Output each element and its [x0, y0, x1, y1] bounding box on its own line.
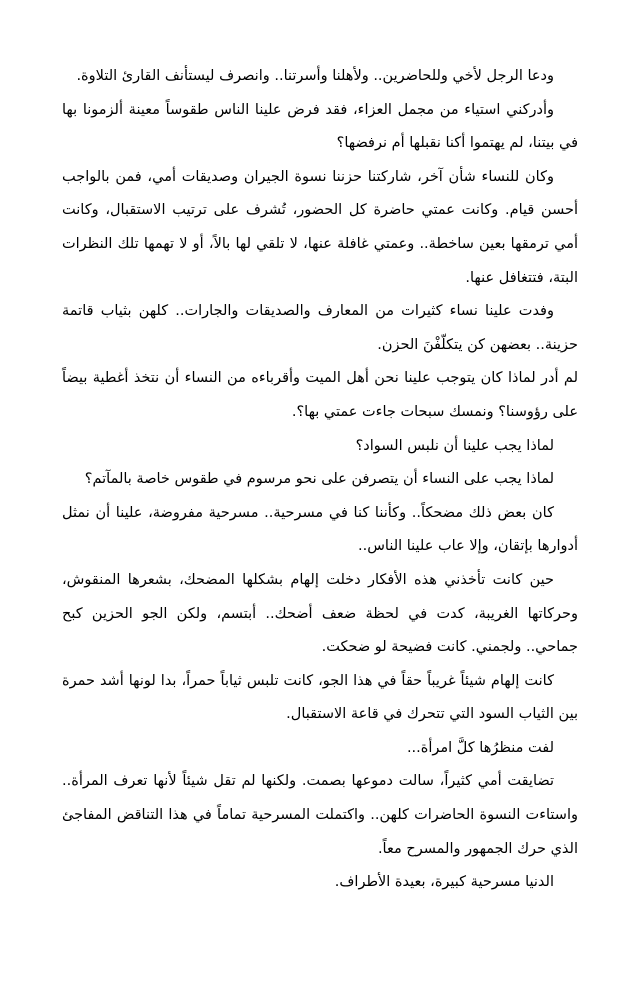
document-page: [62, 60, 578, 900]
paragraph-13: الدنيا مسرحية كبيرة، بعيدة الأطراف.: [334, 874, 554, 891]
paragraph-4: وفدت علينا نساء كثيرات من المعارف والصديقات والجارات.. كلهن بثياب قاتمة حزينة.. بعضهن كن يتكلّفْنَ الحزن.: [62, 303, 578, 353]
paragraph-8: كان بعض ذلك مضحكاً.. وكأننا كنا في مسرحية.. مسرحية مفروضة، علينا أن نمثل أدوارها بإتقان، وإلا عاب علينا الناس..: [62, 504, 578, 555]
paragraph-1: ودعا الرجل لأخي وللحاضرين.. ولأهلنا وأسرتنا.. وانصرف ليستأنف القارئ التلاوة.: [76, 68, 554, 84]
paragraph-5: لم أدر لماذا كان يتوجب علينا نحن أهل الميت وأقرباءه من النساء أن نتخذ أغطية بيضاً على رؤوسنا؟ ونمسك سبحات جاءت عمتي بها؟.: [62, 370, 578, 420]
paragraph-2: وأدركني استياء من مجمل العزاء، فقد فرض علينا الناس طقوساً معينة ألزمونا بها في بيتنا، لم يهتموا أكنا نقبلها أم نرفضها؟: [62, 101, 578, 152]
paragraph-11: لفت منظرُها كلَّ امرأة...: [406, 739, 554, 756]
paragraph-9: حين كانت تأخذني هذه الأفكار دخلت إلهام بشكلها المضحك، بشعرها المنقوش، وحركاتها الغريبة، كدت في لحظة ضعف أضحك.. أبتسم، ولكن الجو الحزين كبح جماحي.. ولجمني. كانت فضيحة لو ضحكت.: [62, 571, 578, 656]
paragraph-3: وكان للنساء شأن آخر، شاركتنا حزننا نسوة الجيران وصديقات أمي، فمن بالواجب أحسن قيام. وكانت عمتي حاضرة كل الحضور، تُشرف على ترتيب الاستقبال، وكانت أمي ترمقها بعين ساخطة.. وعمتي غافلة عنها، لا تلقي لها بالاً، أو لا تهمها تلك النظرات البتة، فتتغافل عنها.: [62, 168, 578, 286]
paragraph-12: تضايقت أمي كثيراً، سالت دموعها بصمت. ولكنها لم تقل شيئاً لأنها تعرف المرأة.. واستاءت النسوة الحاضرات كلهن.. واكتملت المسرحية تماماً في هذا التناقض المفاجئ الذي حرك الجمهور والمسرح معاً.: [62, 773, 578, 857]
paragraph-10: كانت إلهام شيئاً غريباً حقاً في هذا الجو، كانت تلبس ثياباً حمراً، بدا لونها أشد حمرة بين الثياب السود التي تتحرك في قاعة الاستقبال.: [62, 672, 578, 723]
paragraph-7: لماذا يجب على النساء أن يتصرفن على نحو مرسوم في طقوس خاصة بالمآتم؟: [84, 471, 554, 488]
paragraph-6: لماذا يجب علينا أن نلبس السواد؟: [355, 437, 554, 454]
